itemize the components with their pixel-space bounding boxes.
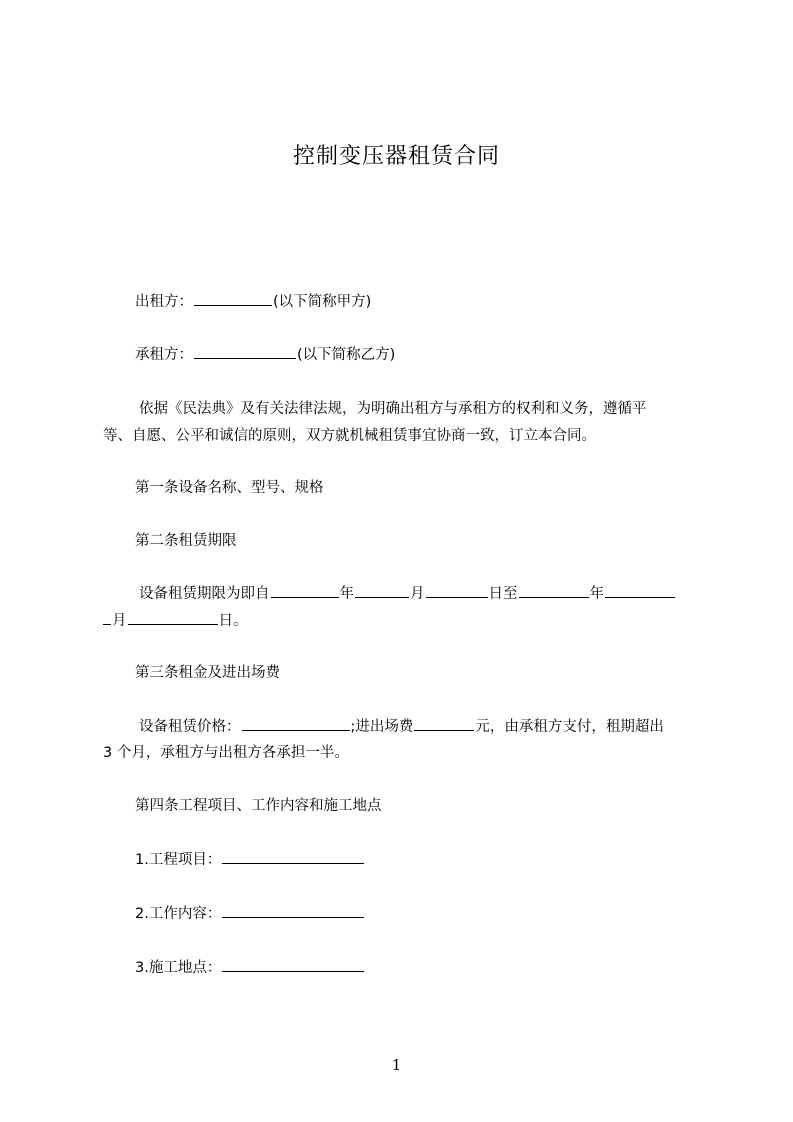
term-month2-text: 月 bbox=[112, 613, 127, 629]
item-content-label: 2.工作内容： bbox=[135, 906, 222, 922]
term-year2-text: 年 bbox=[589, 586, 604, 602]
lessee-label: 承租方： bbox=[135, 347, 193, 363]
rent-label: 设备租赁价格： bbox=[139, 719, 241, 735]
project-blank[interactable] bbox=[222, 849, 364, 864]
lessee-suffix: (以下简称乙方) bbox=[297, 347, 396, 363]
lessor-label: 出租方： bbox=[135, 294, 193, 310]
lessor-suffix: (以下简称甲方) bbox=[273, 294, 372, 310]
term-line-2 bbox=[103, 610, 248, 631]
term-day2-blank[interactable] bbox=[128, 610, 218, 625]
article-2-heading: 第二条租赁期限 bbox=[135, 533, 237, 549]
term-day2-text: 日。 bbox=[218, 613, 248, 629]
lessee-blank[interactable] bbox=[194, 344, 296, 359]
term-month2-blank[interactable] bbox=[103, 610, 111, 625]
term-month1-blank[interactable] bbox=[355, 583, 409, 598]
page-number: 1 bbox=[391, 1056, 402, 1074]
item-location-label: 3.施工地点： bbox=[135, 960, 222, 976]
preamble-line-2: 等、自愿、公平和诚信的原则，双方就机械租赁事宜协商一致，订立本合同。 bbox=[103, 428, 596, 444]
term-day1-text: 日至 bbox=[488, 586, 518, 602]
rent-mid-text: ;进出场费 bbox=[350, 719, 414, 735]
item-project-line bbox=[135, 849, 365, 870]
item-location-line bbox=[135, 957, 365, 978]
lessor-blank[interactable] bbox=[194, 291, 272, 306]
lessor-line bbox=[135, 291, 371, 312]
article-3-heading: 第三条租金及进出场费 bbox=[135, 665, 280, 681]
item-content-line bbox=[135, 903, 365, 924]
rent-line-2: 3 个月，承租方与出租方各承担一半。 bbox=[103, 745, 349, 761]
term-extra-blank[interactable] bbox=[605, 583, 675, 598]
preamble-line-1: 依据《民法典》及有关法律法规，为明确出租方与承租方的权利和义务，遵循平 bbox=[139, 401, 647, 417]
term-start-text: 设备租赁期限为即自 bbox=[139, 586, 270, 602]
item-project-label: 1.工程项目： bbox=[135, 852, 222, 868]
entry-fee-blank[interactable] bbox=[414, 716, 474, 731]
document-title: 控制变压器租赁合同 bbox=[292, 144, 500, 169]
term-year1-text: 年 bbox=[339, 586, 354, 602]
article-4-heading: 第四条工程项目、工作内容和施工地点 bbox=[135, 798, 382, 814]
term-day1-blank[interactable] bbox=[426, 583, 488, 598]
location-blank[interactable] bbox=[222, 957, 364, 972]
content-blank[interactable] bbox=[222, 903, 364, 918]
article-1-heading: 第一条设备名称、型号、规格 bbox=[135, 480, 324, 496]
term-month1-text: 月 bbox=[410, 586, 425, 602]
rent-tail-text: 元，由承租方支付，租期超出 bbox=[475, 719, 664, 735]
lessee-line bbox=[135, 344, 395, 365]
term-year1-blank[interactable] bbox=[271, 583, 339, 598]
rent-price-blank[interactable] bbox=[242, 716, 350, 731]
term-line-1 bbox=[139, 583, 676, 604]
term-year2-blank[interactable] bbox=[519, 583, 589, 598]
rent-line-1 bbox=[139, 716, 664, 737]
